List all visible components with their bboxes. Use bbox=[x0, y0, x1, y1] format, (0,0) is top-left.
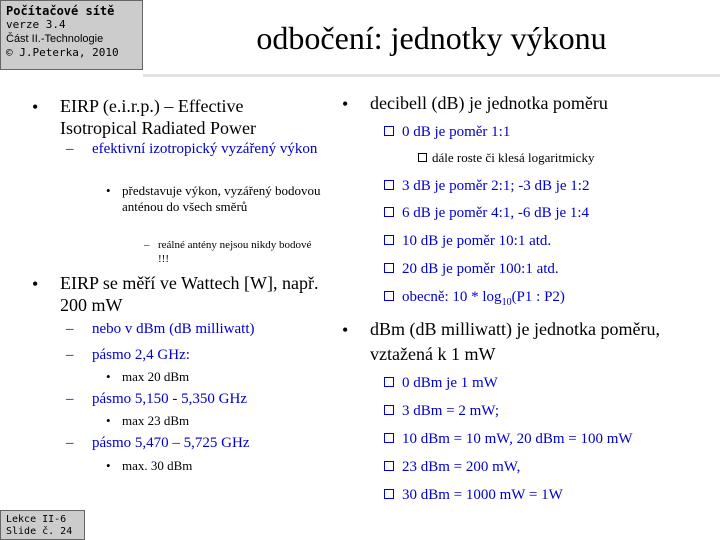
bullet-icon: • bbox=[106, 458, 111, 473]
band1-max: max 20 dBm bbox=[122, 369, 190, 384]
bullet-icon: • bbox=[106, 369, 111, 384]
watt-item: EIRP se měří ve Wattech [W], např. 200 mW bbox=[60, 273, 319, 315]
db10-item: 10 dB je poměr 10:1 atd. bbox=[402, 233, 552, 249]
slide-number: Slide č. 24 bbox=[6, 526, 73, 537]
antenna-note: reálné antény nejsou nikdy bodové !!! bbox=[158, 239, 312, 265]
bullet-icon: • bbox=[106, 413, 111, 428]
dbm-definition: dBm (dB milliwatt) je jednotka poměru, vztažená k 1 mW bbox=[370, 319, 660, 364]
dbm23-item: 23 dBm = 200 mW, bbox=[402, 459, 521, 475]
dbm0-item: 0 dBm je 1 mW bbox=[402, 375, 498, 391]
dash-icon: – bbox=[66, 347, 74, 363]
bullet-icon: • bbox=[32, 97, 39, 117]
checkbox-icon bbox=[384, 207, 394, 217]
version-label: verze 3.4 bbox=[6, 18, 66, 31]
db3-item: 3 dB je poměr 2:1; -3 dB je 1:2 bbox=[402, 178, 590, 194]
band3-max: max. 30 dBm bbox=[122, 458, 193, 473]
checkbox-icon bbox=[384, 263, 394, 273]
checkbox-icon bbox=[384, 433, 394, 443]
dbm30-item: 30 dBm = 1000 mW = 1W bbox=[402, 487, 563, 503]
band1-item: pásmo 2,4 GHz: bbox=[92, 347, 190, 363]
db6-item: 6 dB je poměr 4:1, -6 dB je 1:4 bbox=[402, 205, 590, 221]
lecture-label: Lekce II-6 bbox=[6, 514, 67, 525]
dbm10-item: 10 dBm = 10 mW, 20 dBm = 100 mW bbox=[402, 431, 633, 447]
checkbox-icon bbox=[384, 126, 394, 136]
part-label: Část II.-Technologie bbox=[6, 33, 104, 45]
checkbox-icon bbox=[418, 153, 427, 162]
formula-prefix: obecně: 10 * log bbox=[402, 289, 502, 305]
general-formula bbox=[402, 288, 565, 306]
title-area bbox=[143, 0, 720, 70]
dash-icon: – bbox=[66, 141, 74, 157]
checkbox-icon bbox=[384, 377, 394, 387]
decibel-item: decibell (dB) je jednotka poměru bbox=[370, 93, 608, 113]
checkbox-icon bbox=[384, 405, 394, 415]
db0-note: dále roste či klesá logaritmicky bbox=[432, 150, 595, 165]
title-divider bbox=[143, 74, 720, 77]
dash-icon: – bbox=[144, 239, 150, 251]
dash-icon: – bbox=[66, 321, 74, 337]
dbm-item: nebo v dBm (dB milliwatt) bbox=[92, 321, 255, 337]
dash-icon: – bbox=[66, 391, 74, 407]
author-label: © J.Peterka, 2010 bbox=[6, 46, 119, 59]
bullet-icon: • bbox=[106, 183, 111, 198]
db0-item: 0 dB je poměr 1:1 bbox=[402, 124, 511, 140]
course-title: Počítačové sítě bbox=[6, 4, 115, 18]
eirp-description: představuje výkon, vyzářený bodovou anténou do všech směrů bbox=[122, 183, 321, 214]
slide-title: odbočení: jednotky výkonu bbox=[256, 20, 607, 56]
checkbox-icon bbox=[384, 235, 394, 245]
bullet-icon: • bbox=[342, 94, 349, 114]
bullet-icon: • bbox=[32, 274, 39, 294]
slide-footer-box bbox=[0, 510, 85, 540]
checkbox-icon bbox=[384, 291, 394, 301]
formula-subscript: 10 bbox=[501, 297, 512, 308]
bullet-icon: • bbox=[342, 320, 349, 340]
checkbox-icon bbox=[384, 461, 394, 471]
course-info-box bbox=[0, 0, 143, 70]
band2-max: max 23 dBm bbox=[122, 413, 190, 428]
eirp-definition: efektivní izotropický vyzářený výkon bbox=[92, 141, 318, 157]
dbm3-item: 3 dBm = 2 mW; bbox=[402, 403, 500, 419]
band2-item: pásmo 5,150 - 5,350 GHz bbox=[92, 391, 247, 407]
eirp-item: EIRP (e.i.r.p.) – Effective Isotropical Radiated Power bbox=[60, 96, 256, 138]
dash-icon: – bbox=[66, 435, 74, 451]
checkbox-icon bbox=[384, 489, 394, 499]
checkbox-icon bbox=[384, 180, 394, 190]
db20-item: 20 dB je poměr 100:1 atd. bbox=[402, 261, 559, 277]
formula-suffix: (P1 : P2) bbox=[511, 289, 565, 305]
band3-item: pásmo 5,470 – 5,725 GHz bbox=[92, 435, 250, 451]
